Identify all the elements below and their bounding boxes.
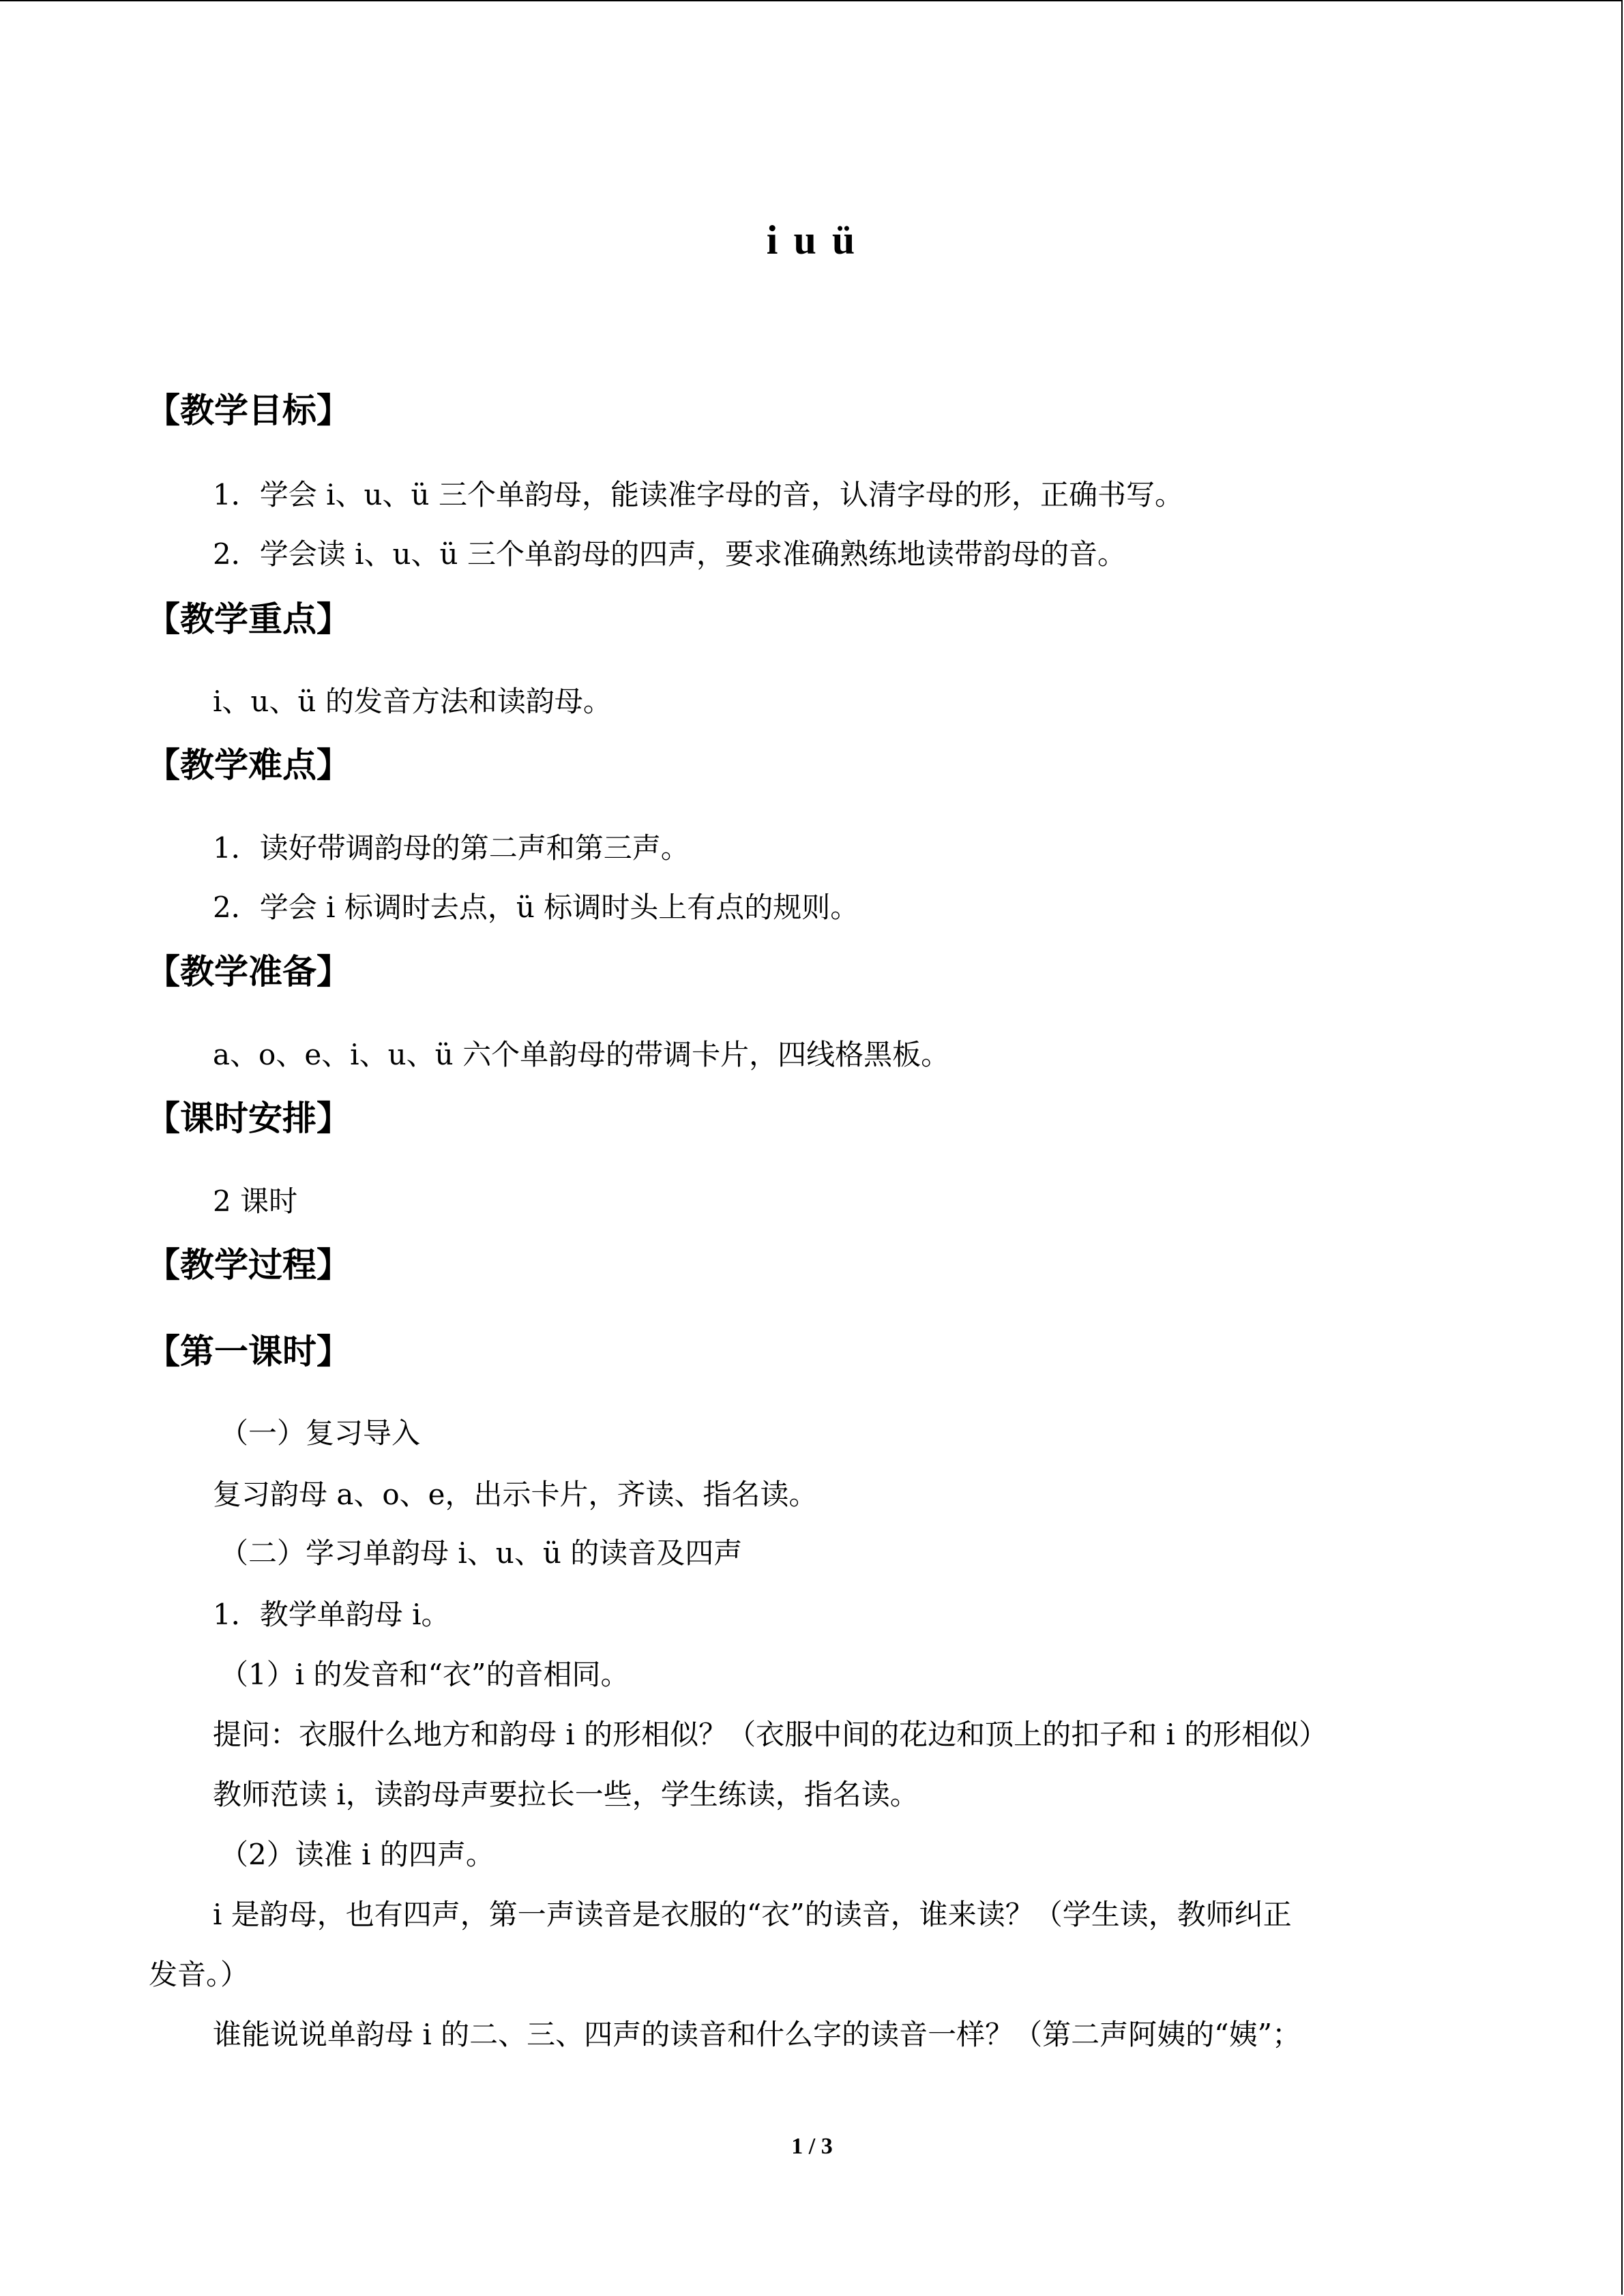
lesson-line-2: 复习韵母 a、o、e，出示卡片，齐读、指名读。	[213, 1478, 818, 1511]
lesson-line-6: 提问：衣服什么地方和韵母 i 的形相似？（衣服中间的花边和顶上的扣子和 i 的形相似）	[213, 1718, 1328, 1751]
heading-key-points: 【教学重点】	[146, 599, 351, 639]
difficulty-item-2: 2．学会 i 标调时去点，ü 标调时头上有点的规则。	[213, 891, 859, 924]
objective-item-2: 2．学会读 i、u、ü 三个单韵母的四声，要求准确熟练地读带韵母的音。	[213, 537, 1126, 571]
page-number: 1 / 3	[791, 2134, 833, 2159]
lesson-line-10: 发音。）	[149, 1958, 250, 1991]
lesson-line-3: （二）学习单韵母 i、u、ü 的读音及四声	[220, 1536, 743, 1570]
heading-schedule: 【课时安排】	[146, 1099, 351, 1138]
preparation-text: a、o、e、i、u、ü 六个单韵母的带调卡片，四线格黑板。	[213, 1038, 950, 1071]
objective-item-1: 1．学会 i、u、ü 三个单韵母，能读准字母的音，认清字母的形，正确书写。	[213, 478, 1183, 511]
lesson-line-7: 教师范读 i，读韵母声要拉长一些，学生练读，指名读。	[213, 1778, 919, 1811]
lesson-line-8: （2）读准 i 的四声。	[220, 1838, 494, 1871]
heading-process: 【教学过程】	[146, 1245, 351, 1285]
heading-objectives: 【教学目标】	[146, 391, 351, 430]
lesson-line-1: （一）复习导入	[220, 1416, 421, 1450]
lesson-line-5: （1）i 的发音和“衣”的音相同。	[220, 1658, 630, 1691]
difficulty-item-1: 1．读好带调韵母的第二声和第三声。	[213, 831, 690, 865]
lesson-line-4: 1．教学单韵母 i。	[213, 1598, 450, 1631]
heading-lesson-one: 【第一课时】	[146, 1332, 351, 1371]
heading-preparation: 【教学准备】	[146, 952, 351, 992]
heading-difficulties: 【教学难点】	[146, 745, 351, 785]
lesson-line-9: i 是韵母，也有四声，第一声读音是衣服的“衣”的读音，谁来读？（学生读，教师纠正	[213, 1898, 1292, 1931]
document-title: i u ü	[766, 218, 858, 263]
schedule-text: 2 课时	[213, 1184, 298, 1218]
key-points-text: i、u、ü 的发音方法和读韵母。	[213, 685, 612, 718]
lesson-line-11: 谁能说说单韵母 i 的二、三、四声的读音和什么字的读音一样？（第二声阿姨的“姨”；	[213, 2018, 1301, 2051]
